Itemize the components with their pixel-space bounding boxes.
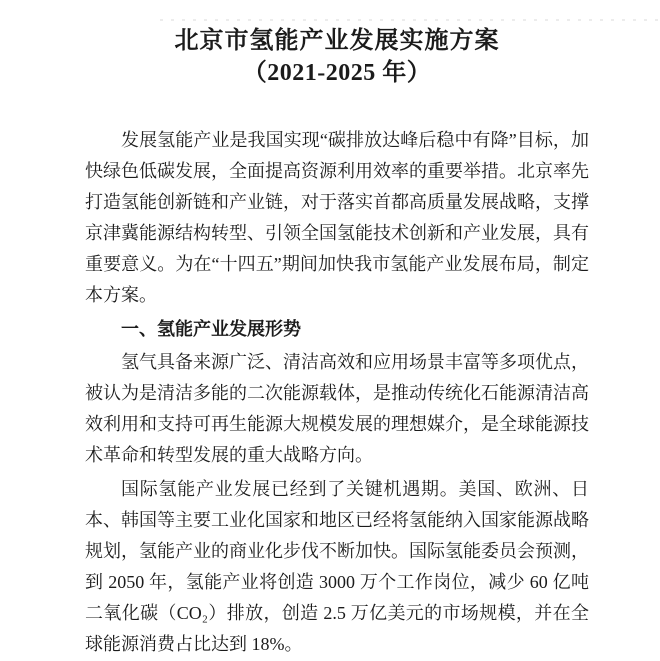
document-title-line2: （2021-2025 年） bbox=[242, 60, 432, 86]
scan-artifact bbox=[160, 19, 660, 21]
section-heading: 一、氢能产业发展形势 bbox=[121, 319, 301, 339]
section-paragraph-2: 国际氢能产业发展已经到了关键机遇期。美国、欧洲、日本、韩国等主要工业化国家和地区已经将氢能纳入国家能源战略规划，氢能产业的商业化步伐不断加快。国际氢能委员会预测，到 2050 年，氢能产业将创造 3000 万个工作岗位，减少 60 亿吨二氧化碳（CO₂）排放，创造 2.5 万亿美元的市场规模，并在全球能源消费占比达到 18%。 bbox=[85, 479, 589, 654]
section-paragraph-1: 氢气具备来源广泛、清洁高效和应用场景丰富等多项优点，被认为是清洁多能的二次能源载体，是推动传统化石能源清洁高效利用和支持可再生能源大规模发展的理想媒介，是全球能源技术革命和转型发展的重大战略方向。 bbox=[85, 352, 589, 465]
document-title-line1: 北京市氢能产业发展实施方案 bbox=[174, 28, 500, 54]
intro-paragraph: 发展氢能产业是我国实现“碳排放达峰后稳中有降”目标，加快绿色低碳发展，全面提高资源利用效率的重要举措。北京率先打造氢能创新链和产业链，对于落实首都高质量发展战略，支撑京津冀能源结构转型、引领全国氢能技术创新和产业发展，具有重要意义。为在“十四五”期间加快我市氢能产业发展布局，制定本方案。 bbox=[85, 130, 589, 305]
document-title bbox=[85, 25, 589, 89]
